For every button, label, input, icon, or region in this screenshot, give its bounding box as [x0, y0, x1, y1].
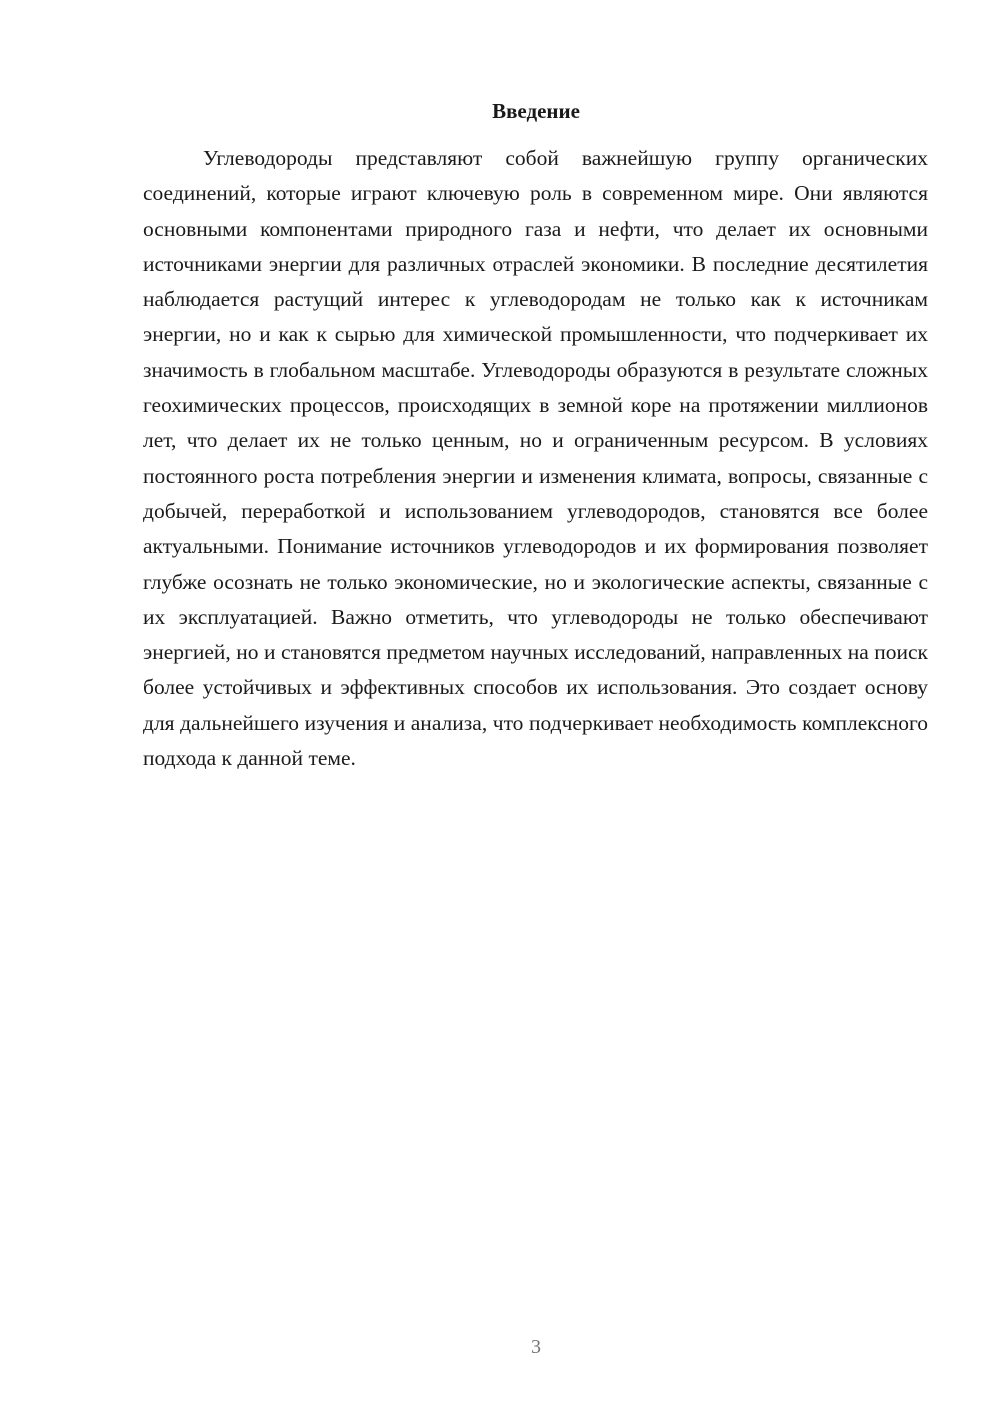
- body-paragraph: Углеводороды представляют собой важнейшую группу органических соединений, которые играют ключевую роль в современном мире. Они являются основными компонентами природного газа и нефти, что делает их основными источниками энергии для различных отраслей экономики. В последние десятилетия наблюдается растущий интерес к углеводородам не только как к источникам энергии, но и как к сырью для химической промышленности, что подчеркивает их значимость в глобальном масштабе. Углеводороды образуются в результате сложных геохимических процессов, происходящих в земной коре на протяжении миллионов лет, что делает их не только ценным, но и ограниченным ресурсом. В условиях постоянного роста потребления энергии и изменения климата, вопросы, связанные с добычей, переработкой и использованием углеводородов, становятся все более актуальными. Понимание источников углеводородов и их формирования позволяет глубже осознать не только экономические, но и экологические аспекты, связанные с их эксплуатацией. Важно отметить, что углеводороды не только обеспечивают энергией, но и становятся предметом научных исследований, направленных на поиск более устойчивых и эффективных способов их использования. Это создает основу для дальнейшего изучения и анализа, что подчеркивает необходимость комплексного подхода к данной теме.: [143, 146, 928, 771]
- section-heading: Введение: [492, 99, 580, 123]
- page-number: 3: [531, 1336, 541, 1358]
